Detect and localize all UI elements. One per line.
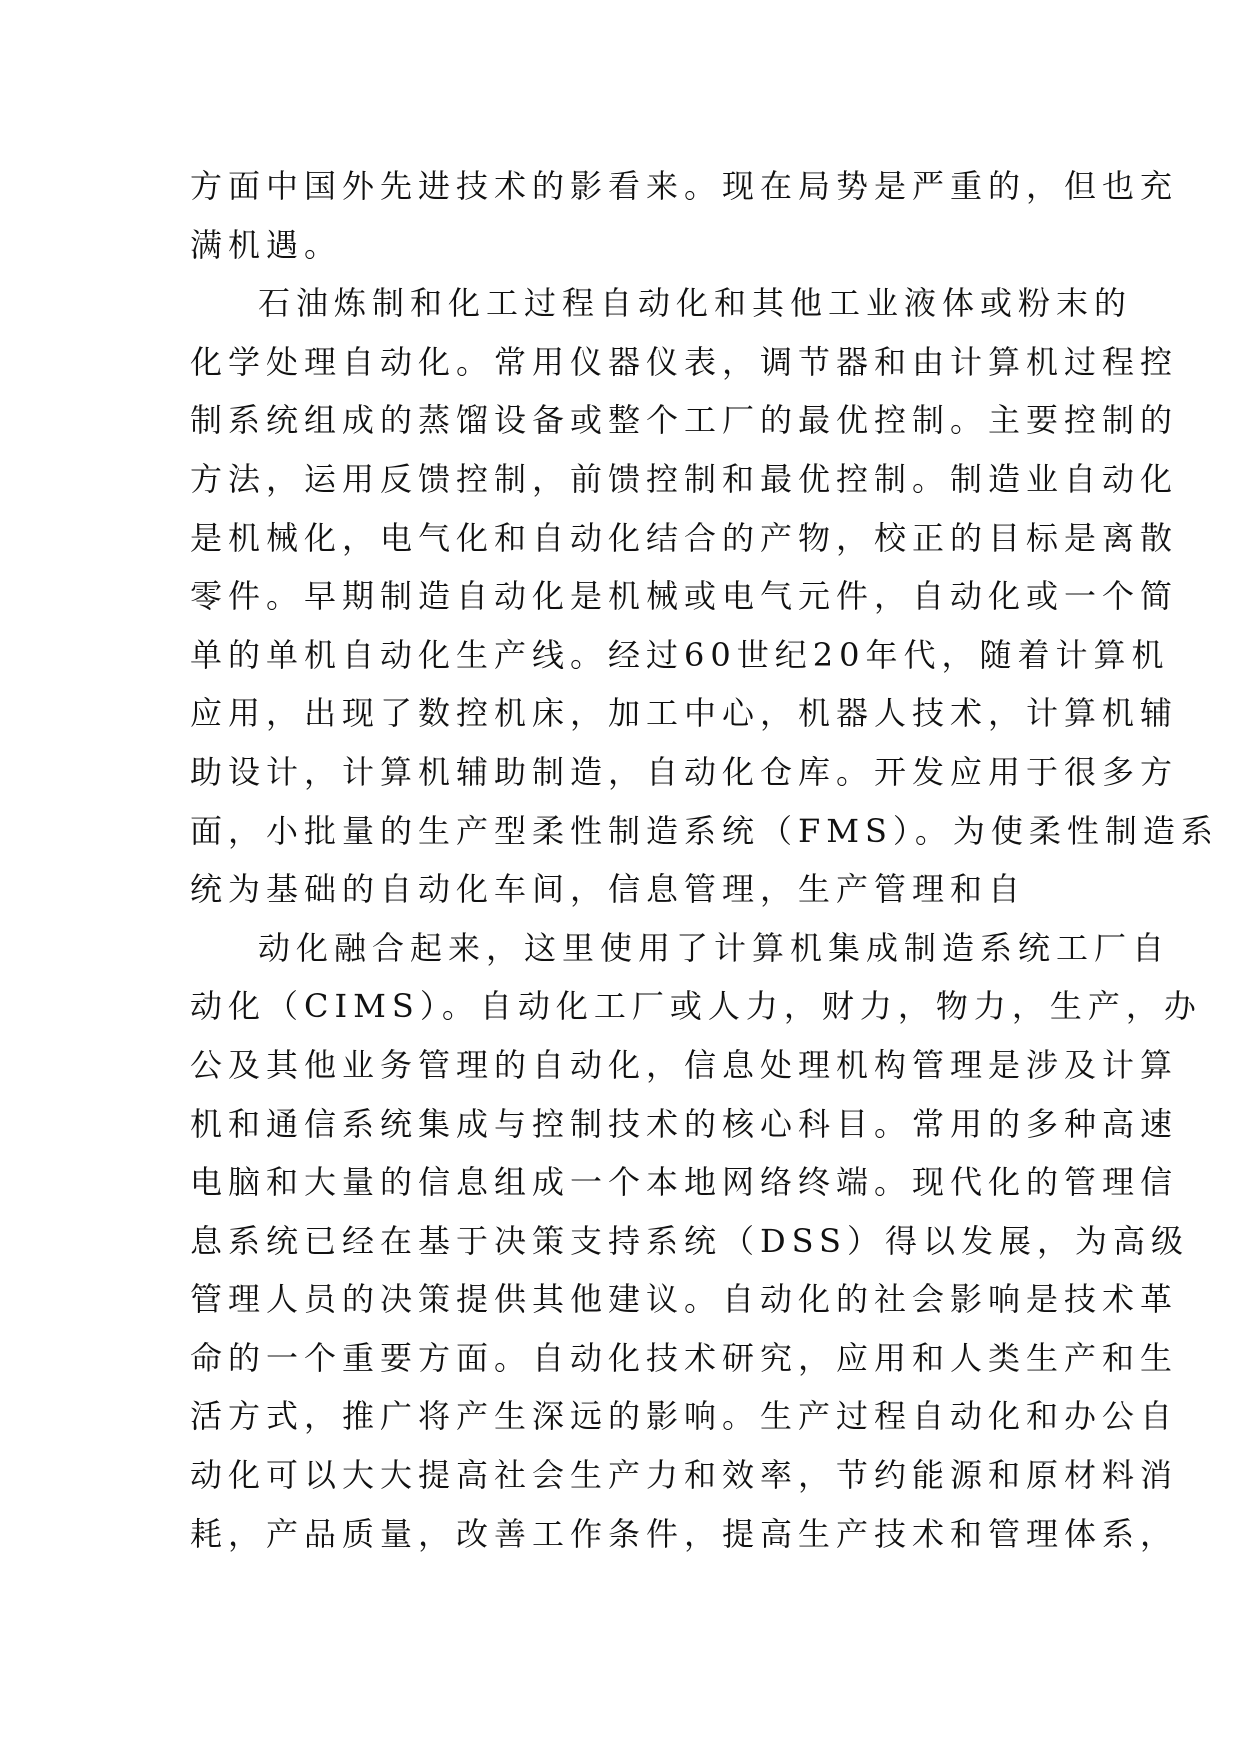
text-line: 耗，产品质量，改善工作条件，提高生产技术和管理体系， — [190, 1514, 1179, 1553]
text-line: 是机械化，电气化和自动化结合的产物，校正的目标是离散 — [190, 518, 1179, 557]
text-line: 单的单机自动化生产线。经过60世纪20年代，随着计算机 — [190, 635, 1170, 674]
text-line: 电脑和大量的信息组成一个本地网络终端。现代化的管理信 — [190, 1163, 1179, 1202]
text-line: 零件。早期制造自动化是机械或电气元件，自动化或一个简 — [190, 577, 1179, 616]
text-line: 面，小批量的生产型柔性制造系统（FMS）。为使柔性制造系 — [190, 811, 1219, 850]
text-line: 制系统组成的蒸馏设备或整个工厂的最优控制。主要控制的 — [190, 401, 1179, 440]
text-line: 应用，出现了数控机床，加工中心，机器人技术，计算机辅 — [190, 694, 1179, 733]
text-line: 管理人员的决策提供其他建议。自动化的社会影响是技术革 — [190, 1280, 1179, 1319]
text-line: 命的一个重要方面。自动化技术研究，应用和人类生产和生 — [190, 1338, 1179, 1377]
text-line: 活方式，推广将产生深远的影响。生产过程自动化和办公自 — [190, 1397, 1179, 1436]
text-line: 息系统已经在基于决策支持系统（DSS）得以发展，为高级 — [190, 1221, 1189, 1260]
text-line: 助设计，计算机辅助制造，自动化仓库。开发应用于很多方 — [190, 752, 1179, 791]
text-line: 机和通信系统集成与控制技术的核心科目。常用的多种高速 — [190, 1104, 1179, 1143]
text-line: 统为基础的自动化车间，信息管理，生产管理和自 — [190, 870, 1027, 909]
paragraph-start-line: 石油炼制和化工过程自动化和其他工业液体或粉末的 — [258, 284, 1133, 323]
text-line: 动化可以大大提高社会生产力和效率，节约能源和原材料消 — [190, 1456, 1179, 1495]
text-line: 方法，运用反馈控制，前馈控制和最优控制。制造业自动化 — [190, 459, 1179, 498]
text-line: 方面中国外先进技术的影看来。现在局势是严重的，但也充 — [190, 167, 1179, 205]
text-line: 动化（CIMS）。自动化工厂或人力，财力，物力，生产，办 — [190, 987, 1202, 1026]
paragraph-start-line: 动化融合起来，这里使用了计算机集成制造系统工厂自 — [258, 928, 1171, 967]
text-line: 满机遇。 — [190, 225, 343, 264]
text-line: 公及其他业务管理的自动化，信息处理机构管理是涉及计算 — [190, 1045, 1179, 1084]
body-text — [190, 157, 1219, 1563]
text-line: 化学处理自动化。常用仪器仪表，调节器和由计算机过程控 — [190, 342, 1179, 381]
